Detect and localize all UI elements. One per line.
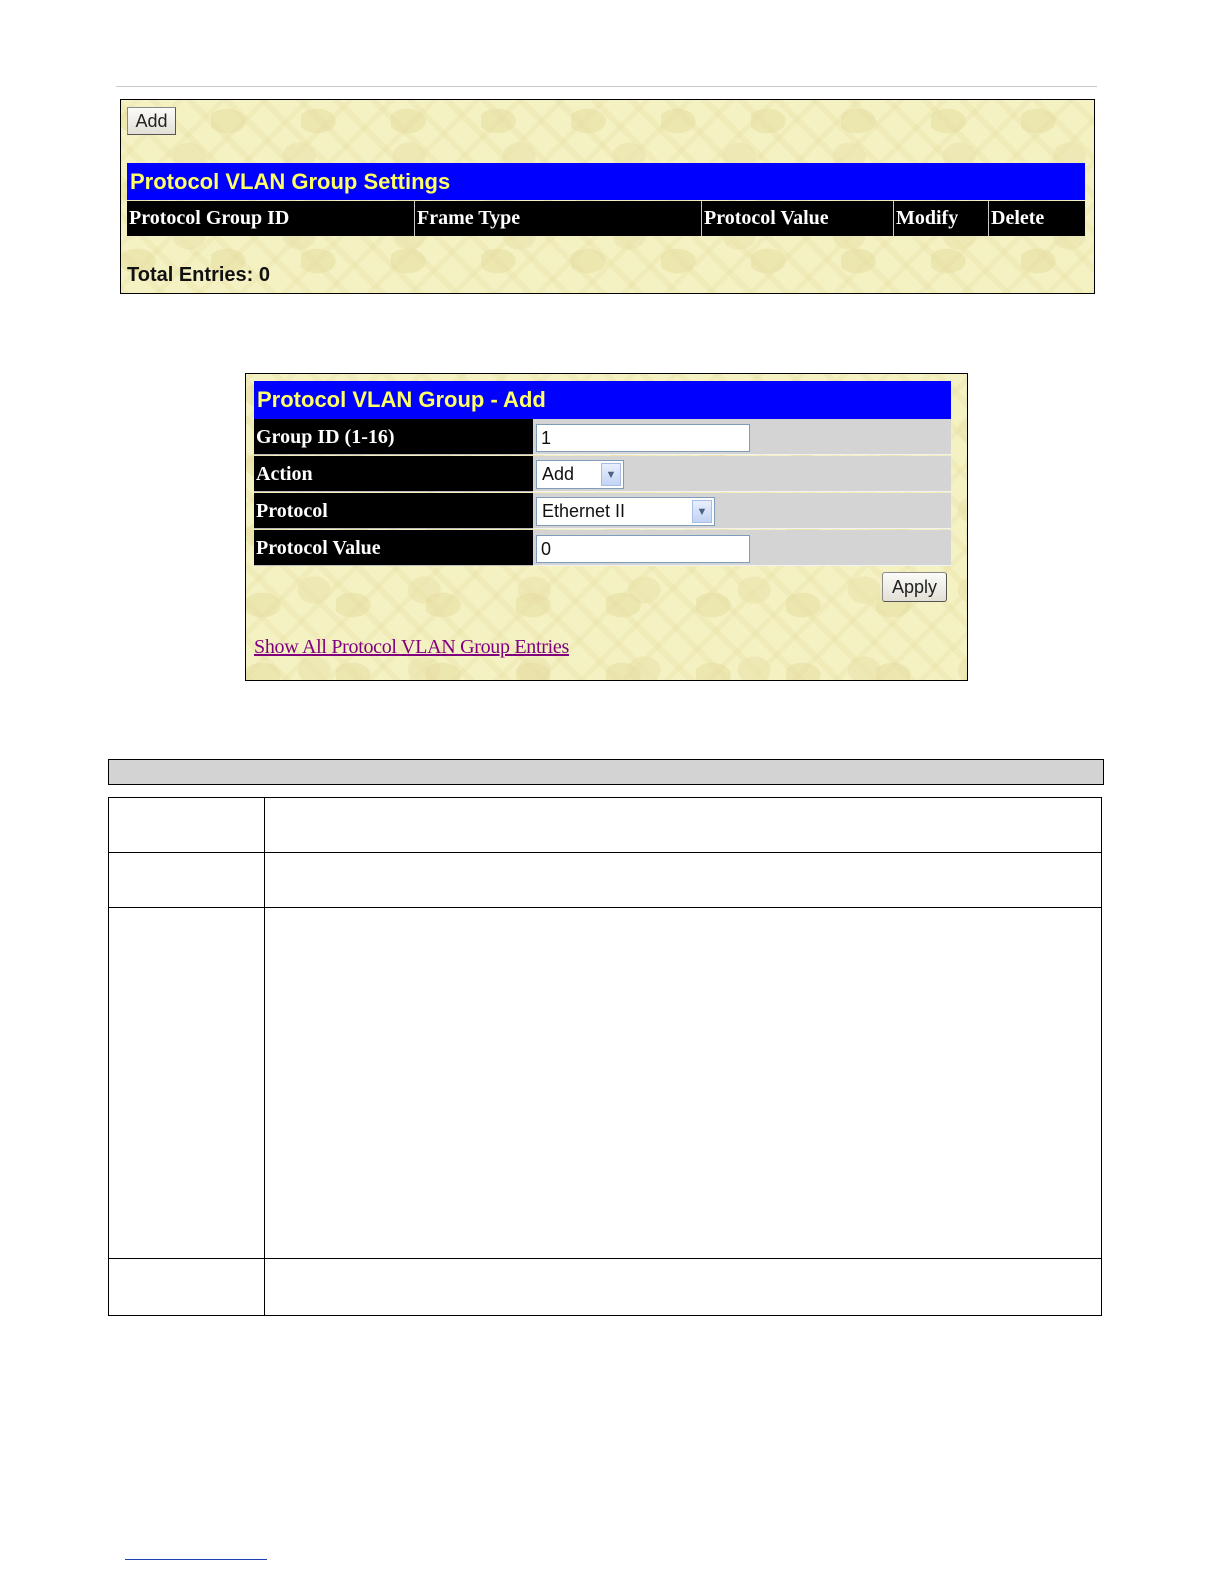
settings-panel-title: Protocol VLAN Group Settings [127,163,1085,200]
description-table [108,797,1102,1316]
column-delete: Delete [991,207,1045,229]
protocol-row [254,493,951,529]
action-label: Action [254,456,533,492]
column-modify: Modify [894,201,989,236]
table-row [109,853,1102,908]
column-frame-type: Frame Type [415,201,702,236]
protocol-vlan-group-add-panel [245,373,968,681]
column-protocol-value: Protocol Value [702,201,894,236]
description-table-header [108,759,1104,785]
footer-rule [125,1559,267,1560]
protocol-select[interactable] [536,497,715,526]
action-select-value: Add [542,464,575,484]
group-id-row [254,419,951,455]
protocol-value-input[interactable] [536,535,750,563]
protocol-vlan-group-settings-panel [120,99,1095,294]
chevron-down-icon[interactable]: ▼ [692,500,712,523]
total-entries: Total Entries: 0 [127,264,270,286]
table-row [109,908,1102,1259]
add-button[interactable]: Add [127,107,176,135]
table-row [109,798,1102,853]
table-row [109,1259,1102,1316]
protocol-value-row [254,530,951,566]
column-protocol-group-id: Protocol Group ID [127,201,415,236]
action-select[interactable] [536,460,624,489]
add-panel-title: Protocol VLAN Group - Add [254,381,951,419]
page-header-rule [116,86,1097,87]
protocol-value-label: Protocol Value [254,530,533,566]
protocol-label: Protocol [254,493,533,529]
action-row [254,456,951,492]
chevron-down-icon[interactable]: ▼ [601,463,621,486]
apply-button[interactable]: Apply [882,572,947,602]
settings-table-header [127,201,1085,236]
protocol-select-value: Ethernet II [542,501,626,521]
group-id-input[interactable] [536,424,750,452]
group-id-label: Group ID (1-16) [254,419,533,455]
show-all-entries-link[interactable]: Show All Protocol VLAN Group Entries [254,636,569,658]
